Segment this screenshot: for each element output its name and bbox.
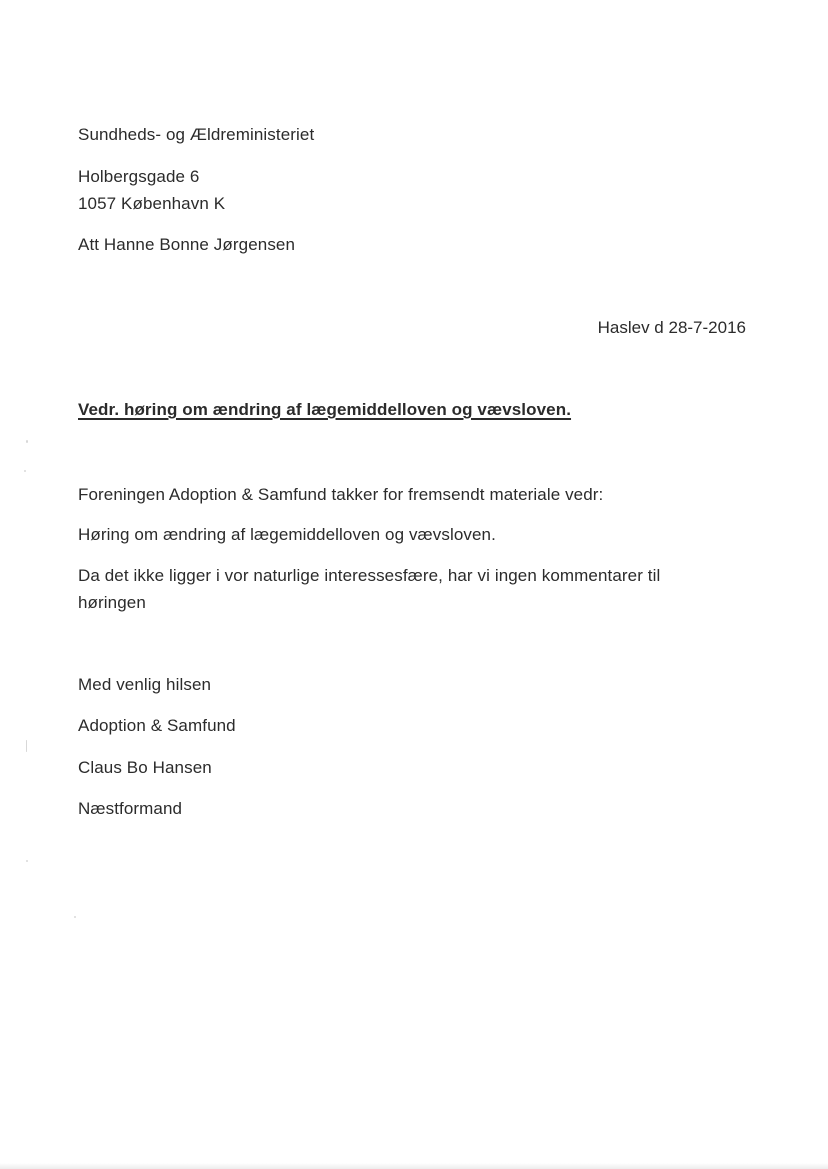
recipient-street: Holbergsgade 6 xyxy=(78,167,200,186)
scan-speck xyxy=(24,470,26,472)
subject-line: Vedr. høring om ændring af lægemiddelloven og vævsloven. xyxy=(78,400,572,419)
body-paragraph-2: Høring om ændring af lægemiddelloven og vævsloven. xyxy=(78,525,496,544)
closing-organisation: Adoption & Samfund xyxy=(78,716,236,735)
scan-speck xyxy=(26,860,28,862)
body-paragraph-3-line-2: høringen xyxy=(78,593,146,612)
body-paragraph-3-line-1: Da det ikke ligger i vor naturlige interessesfære, har vi ingen kommentarer til xyxy=(78,566,661,585)
recipient-organisation: Sundheds- og Ældreministeriet xyxy=(78,125,315,144)
closing-greeting: Med venlig hilsen xyxy=(78,675,212,694)
signer-name: Claus Bo Hansen xyxy=(78,758,212,777)
scan-bottom-edge xyxy=(0,1163,828,1169)
recipient-attention: Att Hanne Bonne Jørgensen xyxy=(78,235,296,254)
body-paragraph-1: Foreningen Adoption & Samfund takker for fremsendt materiale vedr: xyxy=(78,485,604,504)
scan-speck xyxy=(26,740,27,752)
date-line: Haslev d 28-7-2016 xyxy=(597,318,746,337)
scan-speck xyxy=(74,916,76,918)
signer-title: Næstformand xyxy=(78,799,183,818)
recipient-city: 1057 København K xyxy=(78,194,226,213)
scan-speck xyxy=(26,440,28,443)
